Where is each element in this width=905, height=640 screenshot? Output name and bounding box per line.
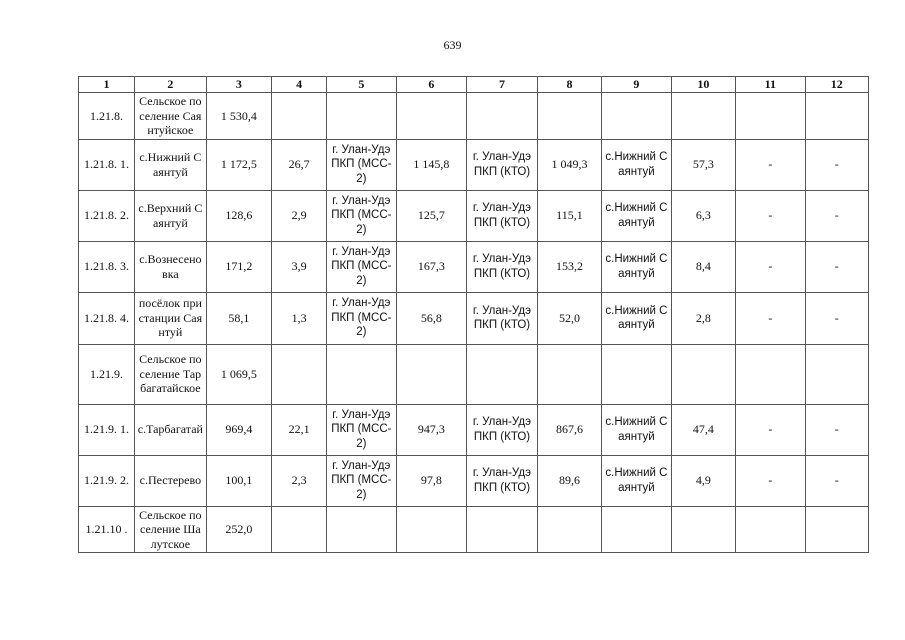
table-cell: 3,9	[272, 241, 327, 292]
table-cell: г. Улан-Удэ ПКП (МСС-2)	[327, 190, 397, 241]
table-cell: -	[805, 241, 868, 292]
table-cell: 1,3	[272, 292, 327, 344]
column-header: 4	[272, 77, 327, 93]
table-cell	[396, 344, 467, 404]
table-cell	[537, 93, 601, 140]
table-cell: -	[736, 404, 806, 455]
table-cell	[671, 344, 735, 404]
table-cell: с.Нижний Саянтуй	[602, 404, 672, 455]
table-cell: 1.21.9.	[79, 344, 135, 404]
table-cell: 1 172,5	[206, 139, 271, 190]
table-cell	[327, 93, 397, 140]
table-cell	[327, 344, 397, 404]
table-cell: 1 530,4	[206, 93, 271, 140]
table-cell: -	[805, 455, 868, 506]
table-cell: 100,1	[206, 455, 271, 506]
table-row	[79, 506, 869, 553]
table-cell: -	[736, 190, 806, 241]
table-cell: 1.21.8.	[79, 93, 135, 140]
table-cell: 1.21.8. 1.	[79, 139, 135, 190]
column-header: 9	[602, 77, 672, 93]
table-cell: 1 145,8	[396, 139, 467, 190]
table-cell: г. Улан-Удэ ПКП (КТО)	[467, 455, 538, 506]
table-cell: 22,1	[272, 404, 327, 455]
table-cell	[537, 506, 601, 553]
table-cell	[602, 506, 672, 553]
table-cell: 4,9	[671, 455, 735, 506]
table-cell: 2,9	[272, 190, 327, 241]
table-cell: с.Тарбагатай	[135, 404, 207, 455]
table-cell: с.Пестерево	[135, 455, 207, 506]
table-cell: 969,4	[206, 404, 271, 455]
data-table	[78, 76, 869, 553]
column-header: 11	[736, 77, 806, 93]
table-cell: 89,6	[537, 455, 601, 506]
table-cell	[805, 93, 868, 140]
table-cell	[602, 93, 672, 140]
table-cell: 153,2	[537, 241, 601, 292]
table-cell	[736, 93, 806, 140]
table-cell: 947,3	[396, 404, 467, 455]
table-cell: 2,8	[671, 292, 735, 344]
table-cell	[537, 344, 601, 404]
table-cell: г. Улан-Удэ ПКП (МСС-2)	[327, 455, 397, 506]
table-cell: посёлок при станции Саянтуй	[135, 292, 207, 344]
table-cell	[671, 506, 735, 553]
table-cell: с.Нижний Саянтуй	[135, 139, 207, 190]
table-cell: -	[805, 292, 868, 344]
table-cell: г. Улан-Удэ ПКП (МСС-2)	[327, 241, 397, 292]
page-number: 639	[443, 38, 462, 52]
table-cell: г. Улан-Удэ ПКП (КТО)	[467, 292, 538, 344]
table-cell	[805, 506, 868, 553]
table-cell: 57,3	[671, 139, 735, 190]
table-cell: 47,4	[671, 404, 735, 455]
table-cell: 52,0	[537, 292, 601, 344]
table-cell	[736, 506, 806, 553]
table-cell	[671, 93, 735, 140]
table-cell: 125,7	[396, 190, 467, 241]
table-row	[79, 455, 869, 506]
table-cell: -	[736, 455, 806, 506]
table-row	[79, 344, 869, 404]
table-cell: 128,6	[206, 190, 271, 241]
table-row	[79, 139, 869, 190]
table-cell: 58,1	[206, 292, 271, 344]
table-cell: 867,6	[537, 404, 601, 455]
table-cell: 1.21.10 .	[79, 506, 135, 553]
table-cell: с.Нижний Саянтуй	[602, 455, 672, 506]
table-row	[79, 292, 869, 344]
table-row	[79, 93, 869, 140]
table-cell: г. Улан-Удэ ПКП (КТО)	[467, 139, 538, 190]
table-cell: 1.21.9. 1.	[79, 404, 135, 455]
table-row	[79, 404, 869, 455]
table-row	[79, 241, 869, 292]
table-cell: Сельское поселение Шалутское	[135, 506, 207, 553]
table-cell: г. Улан-Удэ ПКП (КТО)	[467, 404, 538, 455]
table-cell: 1.21.9. 2.	[79, 455, 135, 506]
table-cell: 2,3	[272, 455, 327, 506]
column-header: 5	[327, 77, 397, 93]
column-header: 12	[805, 77, 868, 93]
table-cell: с.Нижний Саянтуй	[602, 139, 672, 190]
column-header: 7	[467, 77, 538, 93]
table-cell	[467, 344, 538, 404]
column-header: 10	[671, 77, 735, 93]
table-cell: 171,2	[206, 241, 271, 292]
table-cell: с.Нижний Саянтуй	[602, 292, 672, 344]
table-cell: -	[736, 139, 806, 190]
table-cell	[272, 506, 327, 553]
table-cell: 8,4	[671, 241, 735, 292]
table-cell: 1.21.8. 3.	[79, 241, 135, 292]
table-cell	[736, 344, 806, 404]
table-row	[79, 190, 869, 241]
table-cell: Сельское поселение Тарбагатайское	[135, 344, 207, 404]
table-cell: Сельское поселение Саянтуйское	[135, 93, 207, 140]
table-cell: 167,3	[396, 241, 467, 292]
table-cell: г. Улан-Удэ ПКП (МСС-2)	[327, 404, 397, 455]
table-cell: 1.21.8. 4.	[79, 292, 135, 344]
column-header: 1	[79, 77, 135, 93]
table-cell	[396, 506, 467, 553]
column-header: 3	[206, 77, 271, 93]
table-cell: с.Нижний Саянтуй	[602, 241, 672, 292]
table-cell	[602, 344, 672, 404]
table-cell: -	[805, 404, 868, 455]
column-header: 2	[135, 77, 207, 93]
column-header: 8	[537, 77, 601, 93]
table-cell: 26,7	[272, 139, 327, 190]
table-cell: г. Улан-Удэ ПКП (КТО)	[467, 190, 538, 241]
table-cell: -	[736, 292, 806, 344]
table-cell	[396, 93, 467, 140]
table-cell: 252,0	[206, 506, 271, 553]
table-cell	[272, 93, 327, 140]
table-cell: 6,3	[671, 190, 735, 241]
table-cell	[805, 344, 868, 404]
table-cell: г. Улан-Удэ ПКП (КТО)	[467, 241, 538, 292]
table-cell: 56,8	[396, 292, 467, 344]
table-cell: -	[805, 139, 868, 190]
table-cell	[272, 344, 327, 404]
table-cell: 1 049,3	[537, 139, 601, 190]
table-cell	[467, 93, 538, 140]
table-cell: -	[736, 241, 806, 292]
table-cell: 1 069,5	[206, 344, 271, 404]
table-cell: с.Нижний Саянтуй	[602, 190, 672, 241]
table-cell: 115,1	[537, 190, 601, 241]
table-cell: с.Вознесеновка	[135, 241, 207, 292]
table-cell: -	[805, 190, 868, 241]
table-cell: г. Улан-Удэ ПКП (МСС-2)	[327, 139, 397, 190]
table-cell: 97,8	[396, 455, 467, 506]
table-cell	[467, 506, 538, 553]
table-header-row	[79, 77, 869, 93]
table-cell	[327, 506, 397, 553]
table-cell: 1.21.8. 2.	[79, 190, 135, 241]
table-cell: г. Улан-Удэ ПКП (МСС-2)	[327, 292, 397, 344]
column-header: 6	[396, 77, 467, 93]
table-cell: с.Верхний Саянтуй	[135, 190, 207, 241]
